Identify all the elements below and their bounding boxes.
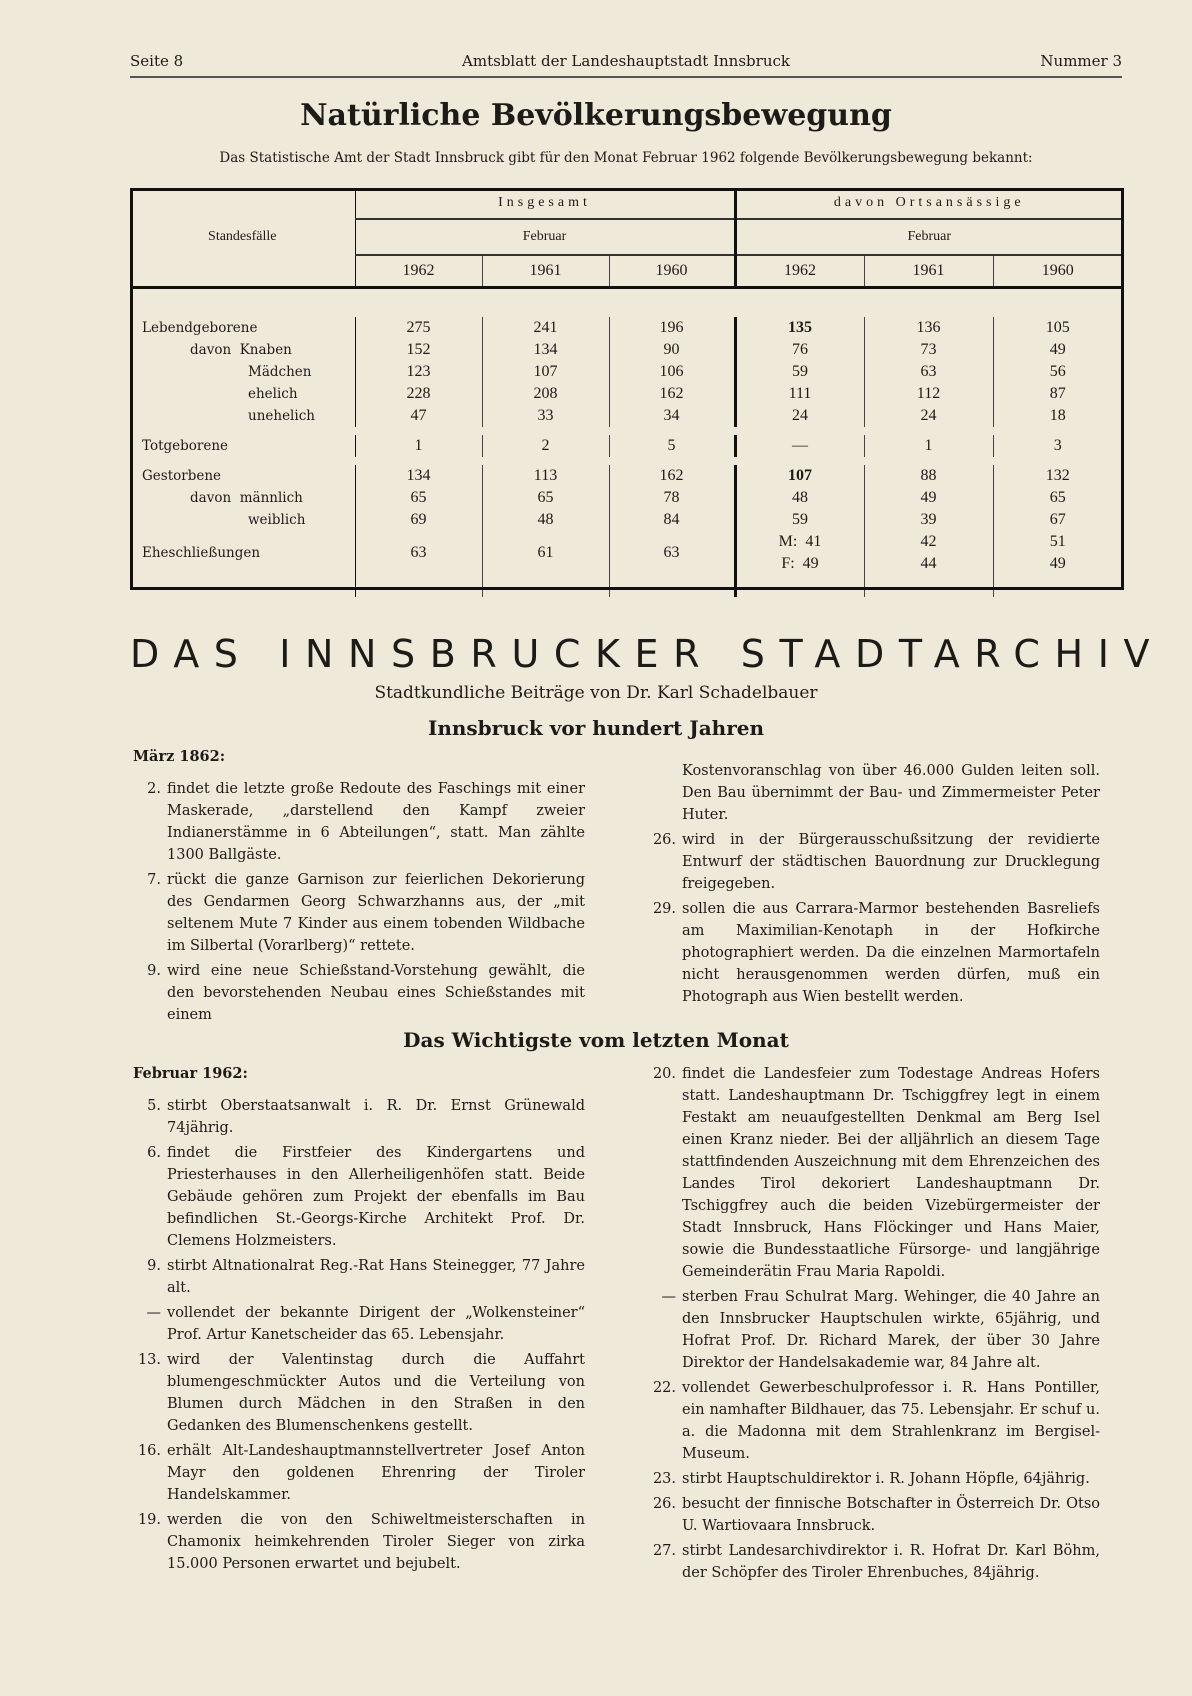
table-cell: 228 — [355, 383, 482, 405]
table-cell: 33 — [482, 405, 609, 427]
table-cell: 63 — [864, 361, 993, 383]
spacer — [130, 288, 1122, 318]
item-date: 5. — [147, 1098, 161, 1114]
table-cell: 18 — [993, 405, 1122, 427]
item-text: findet die Firstfeier des Kindergartens und Priesterhauses in den Allerheiligenhöfen statt. Beide Gebäude gehören zum Projekt der ebenfalls im Bau befindlichen St.-Georgs-Kirche Architekt Prof. Dr. Clemens Holzmeisters. — [167, 1145, 585, 1249]
spacer — [130, 427, 1122, 435]
publication-title: Amtsblatt der Landeshauptstadt Innsbruck — [462, 52, 790, 70]
list-item — [648, 898, 1100, 1008]
item-text: sollen die aus Carrara-Marmor bestehenden Basreliefs am Maximilian-Kenotaph in der Hofkirche photographiert werden. Da die einzelnen Marmortafeln nicht herausgenommen werden dürfen, muß ein Photograph aus Wien bestellt werden. — [682, 901, 1100, 1005]
table-cell: 78 — [609, 487, 735, 509]
table-cell: 42 — [864, 531, 993, 553]
row-label: davon Knaben — [130, 339, 355, 361]
item-date: 9. — [147, 1258, 161, 1274]
item-date: — — [146, 1305, 161, 1321]
news-right-column — [648, 1063, 1100, 1587]
year-header: 1960 — [609, 255, 735, 288]
table-cell: 105 — [993, 317, 1122, 339]
table-cell: 84 — [609, 509, 735, 531]
table-cell: 241 — [482, 317, 609, 339]
table-cell: 134 — [482, 339, 609, 361]
item-text: stirbt Landesarchivdirektor i. R. Hofrat Dr. Karl Böhm, der Schöpfer des Tiroler Ehrenbuches, 84jährig. — [682, 1543, 1100, 1581]
list-item — [648, 760, 1100, 826]
table-cell: 61 — [482, 531, 609, 575]
header-rule — [130, 76, 1122, 78]
item-date: 19. — [137, 1512, 161, 1528]
month-residents: Februar — [735, 219, 1122, 255]
item-date: 29. — [652, 901, 676, 917]
list-item — [133, 1095, 585, 1139]
table-cell: 47 — [355, 405, 482, 427]
item-date: 23. — [652, 1471, 676, 1487]
table-cell: M: 41 — [735, 531, 864, 553]
page-number: Seite 8 — [130, 52, 184, 70]
item-date: — — [661, 1289, 676, 1305]
item-date: 26. — [652, 1496, 676, 1512]
table-row — [130, 317, 1122, 339]
item-date: 7. — [147, 872, 161, 888]
table-row — [130, 487, 1122, 509]
row-label: Gestorbene — [130, 465, 355, 487]
table-cell: 34 — [609, 405, 735, 427]
table-row — [130, 509, 1122, 531]
year-header: 1962 — [735, 255, 864, 288]
table-cell: 1 — [864, 435, 993, 457]
table-cell: 65 — [355, 487, 482, 509]
table-cell: 3 — [993, 435, 1122, 457]
table-cell: 63 — [355, 531, 482, 575]
table-cell: 208 — [482, 383, 609, 405]
stats-intro: Das Statistische Amt der Stadt Innsbruck gibt für den Monat Februar 1962 folgende Bevölkerungsbewegung bekannt: — [219, 150, 1033, 166]
table-cell: 134 — [355, 465, 482, 487]
archive-banner: DAS INNSBRUCKER STADTARCHIV — [130, 632, 1165, 676]
news-left-column — [133, 1063, 585, 1578]
month-total: Februar — [355, 219, 735, 255]
stats-title: Natürliche Bevölkerungsbewegung — [300, 98, 892, 133]
item-date: 20. — [652, 1066, 676, 1082]
table-cell: 162 — [609, 465, 735, 487]
month-label: März 1862: — [133, 748, 226, 765]
list-item — [648, 1540, 1100, 1584]
table-cell: 107 — [482, 361, 609, 383]
table-cell: 51 — [993, 531, 1122, 553]
list-item — [133, 1255, 585, 1299]
item-date: 13. — [137, 1352, 161, 1368]
row-label: weiblich — [130, 509, 355, 531]
table-cell: 67 — [993, 509, 1122, 531]
table-row — [130, 435, 1122, 457]
list-item — [133, 1509, 585, 1575]
item-text: findet die letzte große Redoute des Faschings mit einer Maskerade, „darstellend den Kampf zweier Indianerstämme in 6 Abteilungen“, statt. Man zählte 1300 Ballgäste. — [167, 781, 585, 863]
list-item — [648, 1493, 1100, 1537]
table-cell: 65 — [482, 487, 609, 509]
table-cell: — — [735, 435, 864, 457]
item-text: besucht der finnische Botschafter in Österreich Dr. Otso U. Wartiovaara Innsbruck. — [682, 1496, 1100, 1534]
list-item — [133, 1440, 585, 1506]
year-header: 1962 — [402, 262, 435, 279]
table-row — [130, 465, 1122, 487]
list-item — [648, 1063, 1100, 1283]
table-cell: 1 — [355, 435, 482, 457]
table-cell: 111 — [735, 383, 864, 405]
item-text: findet die Landesfeier zum Todestage Andreas Hofers statt. Landeshauptmann Dr. Tschiggfrey legt in einem Festakt am neuaufgestellten Denkmal am Berg Isel einen Kranz nieder. Bei der alljährlich an diesem Tage stattfindenden Auszeichnung mit dem Ehrenzeichen des Landes Tirol dekoriert Landeshauptmann Dr. Tschiggfrey auch die beiden Vizebürgermeister der Stadt Innsbruck, Hans Flöckinger und Hans Maier, sowie die Bundesstaatliche Fürsorge- und langjährige Gemeinderätin Frau Maria Rapoldi. — [682, 1066, 1100, 1280]
row-label: davon männlich — [130, 487, 355, 509]
table-cell: 39 — [864, 509, 993, 531]
item-date: 6. — [147, 1145, 161, 1161]
spacer — [130, 457, 1122, 465]
archive-left-column — [133, 746, 585, 1029]
table-row — [130, 361, 1122, 383]
table-cell: 87 — [993, 383, 1122, 405]
population-table — [130, 188, 1122, 597]
row-label: Mädchen — [130, 361, 355, 383]
table-cell: 113 — [482, 465, 609, 487]
row-label: Totgeborene — [130, 435, 355, 457]
label-header: Standesfälle — [130, 188, 355, 288]
row-label: ehelich — [130, 383, 355, 405]
item-text: wird eine neue Schießstand-Vorstehung gewählt, die den bevorstehenden Neubau eines Schießstandes mit einem — [167, 963, 585, 1023]
list-item — [133, 1349, 585, 1437]
item-date: 22. — [652, 1380, 676, 1396]
year-header: 1961 — [482, 255, 609, 288]
table-cell: 135 — [735, 317, 864, 339]
running-header — [130, 52, 1122, 74]
table-cell: 123 — [355, 361, 482, 383]
year-header: 1961 — [864, 255, 993, 288]
table-cell: 90 — [609, 339, 735, 361]
list-item — [133, 778, 585, 866]
table-cell: 5 — [609, 435, 735, 457]
archive-right-column — [648, 760, 1100, 1011]
table-cell: 48 — [735, 487, 864, 509]
list-item — [133, 869, 585, 957]
list-item — [133, 1142, 585, 1252]
list-item — [133, 1302, 585, 1346]
news-heading: Das Wichtigste vom letzten Monat — [403, 1028, 789, 1052]
item-text: wird in der Bürgerausschußsitzung der revidierte Entwurf der städtischen Bauordnung zur Drucklegung freigegeben. — [682, 832, 1100, 892]
table-cell: 107 — [735, 465, 864, 487]
item-date: 9. — [147, 963, 161, 979]
table-cell: 49 — [864, 487, 993, 509]
archive-heading: Innsbruck vor hundert Jahren — [427, 716, 765, 740]
item-date: 26. — [652, 832, 676, 848]
row-label: Eheschließungen — [130, 531, 355, 575]
table-cell: 73 — [864, 339, 993, 361]
table-cell: 49 — [993, 553, 1122, 575]
item-text: stirbt Altnationalrat Reg.-Rat Hans Steinegger, 77 Jahre alt. — [167, 1258, 585, 1296]
row-label: Lebendgeborene — [130, 317, 355, 339]
table-cell: 24 — [735, 405, 864, 427]
table-cell: 112 — [864, 383, 993, 405]
table-cell: F: 49 — [735, 553, 864, 575]
table-cell: 65 — [993, 487, 1122, 509]
item-date: 27. — [652, 1543, 676, 1559]
table-cell: 24 — [864, 405, 993, 427]
list-item — [648, 1286, 1100, 1374]
table-cell: 69 — [355, 509, 482, 531]
table-row — [130, 339, 1122, 361]
table-cell: 196 — [609, 317, 735, 339]
item-text: Kostenvoranschlag von über 46.000 Gulden leiten soll. Den Bau übernimmt der Bau- und Zimmermeister Peter Huter. — [682, 763, 1100, 823]
year-header: 1960 — [993, 255, 1122, 288]
table-cell: 152 — [355, 339, 482, 361]
table-cell: 76 — [735, 339, 864, 361]
table-cell: 48 — [482, 509, 609, 531]
issue-number: Nummer 3 — [1040, 52, 1122, 70]
table-row — [130, 405, 1122, 427]
table-cell: 136 — [864, 317, 993, 339]
item-text: vollendet Gewerbeschulprofessor i. R. Hans Pontiller, ein namhafter Bildhauer, das 75. Lebensjahr. Er schuf u. a. die Madonna mit dem Strahlenkranz im Bergisel-Museum. — [682, 1380, 1100, 1462]
table-cell: 88 — [864, 465, 993, 487]
table-cell: 275 — [355, 317, 482, 339]
table-cell: 106 — [609, 361, 735, 383]
item-text: stirbt Hauptschuldirektor i. R. Johann Höpfle, 64jährig. — [682, 1471, 1090, 1487]
item-text: erhält Alt-Landeshauptmannstellvertreter Josef Anton Mayr den goldenen Ehrenring der Tiroler Handelskammer. — [167, 1443, 585, 1503]
item-date: 2. — [147, 781, 161, 797]
item-text: rückt die ganze Garnison zur feierlichen Dekorierung des Gendarmen Georg Schwarzhanns aus, der „mit seltenem Mute 7 Kinder aus einem tobenden Wildbache im Silbertal (Vorarlberg)“ rettete. — [167, 872, 585, 954]
table-cell: 162 — [609, 383, 735, 405]
group-residents: davon Ortsansässige — [735, 188, 1122, 219]
table-cell: 44 — [864, 553, 993, 575]
table-cell: 59 — [735, 509, 864, 531]
table-cell: 49 — [993, 339, 1122, 361]
month-label: Februar 1962: — [133, 1065, 248, 1082]
item-text: sterben Frau Schulrat Marg. Wehinger, die 40 Jahre an den Innsbrucker Hauptschulen wirkte, 65jährig, und Hofrat Prof. Dr. Richard Marek, der über 30 Jahre Direktor der Handelsakademie war, 84 Jahre alt. — [682, 1289, 1100, 1371]
item-text: vollendet der bekannte Dirigent der „Wolkensteiner“ Prof. Artur Kanetscheider das 65. Lebensjahr. — [167, 1305, 585, 1343]
table-cell: 56 — [993, 361, 1122, 383]
item-text: stirbt Oberstaatsanwalt i. R. Dr. Ernst Grünewald 74jährig. — [167, 1098, 585, 1136]
table-cell: 132 — [993, 465, 1122, 487]
table-row — [130, 383, 1122, 405]
list-item — [133, 960, 585, 1026]
archive-subtitle: Stadtkundliche Beiträge von Dr. Karl Schadelbauer — [374, 683, 818, 703]
row-label: unehelich — [130, 405, 355, 427]
table-cell: 59 — [735, 361, 864, 383]
table-cell: 63 — [609, 531, 735, 575]
list-item — [648, 1377, 1100, 1465]
list-item — [648, 829, 1100, 895]
item-text: werden die von den Schiweltmeisterschaften in Chamonix heimkehrenden Tiroler Sieger von zirka 15.000 Personen erwartet und bejubelt. — [167, 1512, 585, 1572]
group-total: Insgesamt — [355, 188, 735, 219]
table-row — [130, 531, 1122, 553]
item-text: wird der Valentinstag durch die Auffahrt blumengeschmückter Autos und die Verteilung von Blumen durch Mädchen in den Straßen in den Gedanken des Blumenschenkens gestellt. — [167, 1352, 585, 1434]
list-item — [648, 1468, 1100, 1490]
table-cell: 2 — [482, 435, 609, 457]
item-date: 16. — [137, 1443, 161, 1459]
